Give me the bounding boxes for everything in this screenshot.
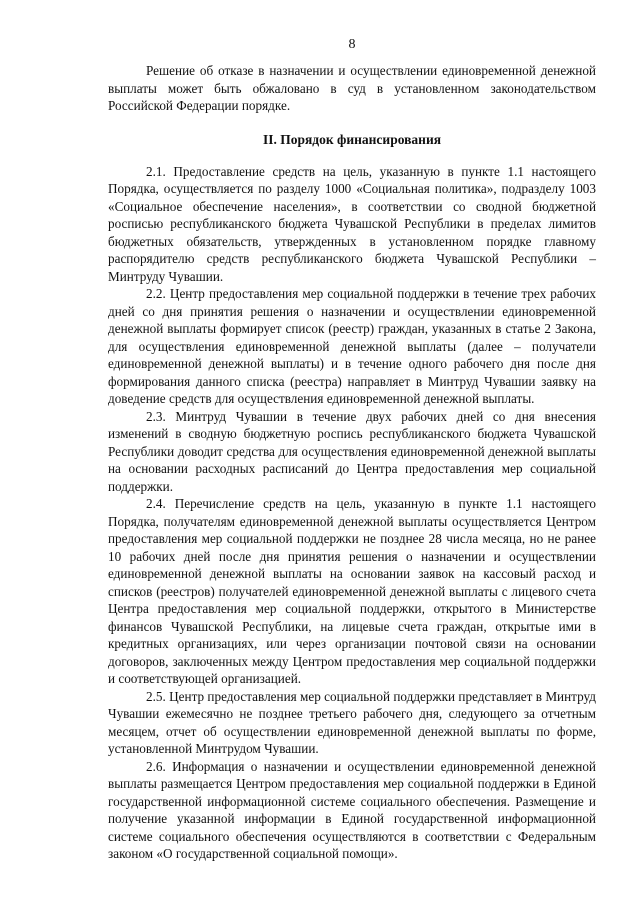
paragraph-2-3: 2.3. Минтруд Чувашии в течение двух рабочих дней со дня внесения изменений в сводную бюджетную роспись республиканского бюджета Чувашской Республики доводит средства для осуществления единовременной денежной выплаты на основании расходных расписаний до Центра предоставления мер социальной поддержки. — [108, 408, 596, 494]
paragraph-2-1: 2.1. Предоставление средств на цель, указанную в пункте 1.1 настоящего Порядка, осуществляется по разделу 1000 «Социальная политика», подразделу 1003 «Социальное обеспечение населения», в соответствии со сводной бюджетной росписью республиканского бюджета Чувашской Республики в пределах лимитов бюджетных обязательств, утвержденных в установленном порядке главному распорядителю средств республиканского бюджета Чувашской Республики – Минтруду Чувашии. — [108, 163, 596, 284]
paragraph-2-5: 2.5. Центр предоставления мер социальной поддержки представляет в Минтруд Чувашии ежемесячно не позднее третьего рабочего дня, следующего за отчетным месяцем, отчет об осуществлении единовременной денежной выплаты по форме, установленной Минтрудом Чувашии. — [108, 688, 596, 756]
paragraph-2-6: 2.6. Информация о назначении и осуществлении единовременной денежной выплаты размещается Центром предоставления мер социальной поддержки в Единой государственной информационной системе социального обеспечения. Размещение и получение указанной информации в Единой государственной информационной системе социального обеспечения осуществляются в соответствии с Федеральным законом «О государственной социальной помощи». — [108, 758, 596, 861]
document-page — [108, 36, 596, 863]
page-number: 8 — [348, 37, 356, 52]
intro-paragraph: Решение об отказе в назначении и осуществлении единовременной денежной выплаты может быть обжаловано в суд в установленном законодательством Российской Федерации порядке. — [108, 63, 596, 113]
paragraph-2-2: 2.2. Центр предоставления мер социальной поддержки в течение трех рабочих дней со дня принятия решения о назначении и осуществлении единовременной денежной выплаты формирует список (реестр) граждан, указанных в статье 2 Закона, для осуществления единовременной денежной выплаты (далее – получатели единовременной денежной выплаты) и в течение одного рабочего дня после дня формирования данного списка (реестра) направляет в Минтруд Чувашии заявку на доведение средств для осуществления единовременной денежной выплаты. — [108, 286, 596, 406]
paragraph-2-4: 2.4. Перечисление средств на цель, указанную в пункте 1.1 настоящего Порядка, получателям единовременной денежной выплаты осуществляется Центром предоставления мер социальной поддержки не позднее 28 числа месяца, но не ранее 10 рабочих дней после дня принятия решения о назначении и осуществлении единовременной денежной выплаты на основании заявок на кассовый расход и списков (реестров) получателей единовременной денежной выплаты с лицевого счета Центра предоставления мер социальной поддержки, открытого в Министерстве финансов Чувашской Республики, на лицевые счета граждан, открытые ими в кредитных организациях, или через организации почтовой связи на основании договоров, заключенных между Центром предоставления мер социальной поддержки и соответствующей организацией. — [108, 496, 596, 686]
section-heading: II. Порядок финансирования — [262, 131, 442, 147]
